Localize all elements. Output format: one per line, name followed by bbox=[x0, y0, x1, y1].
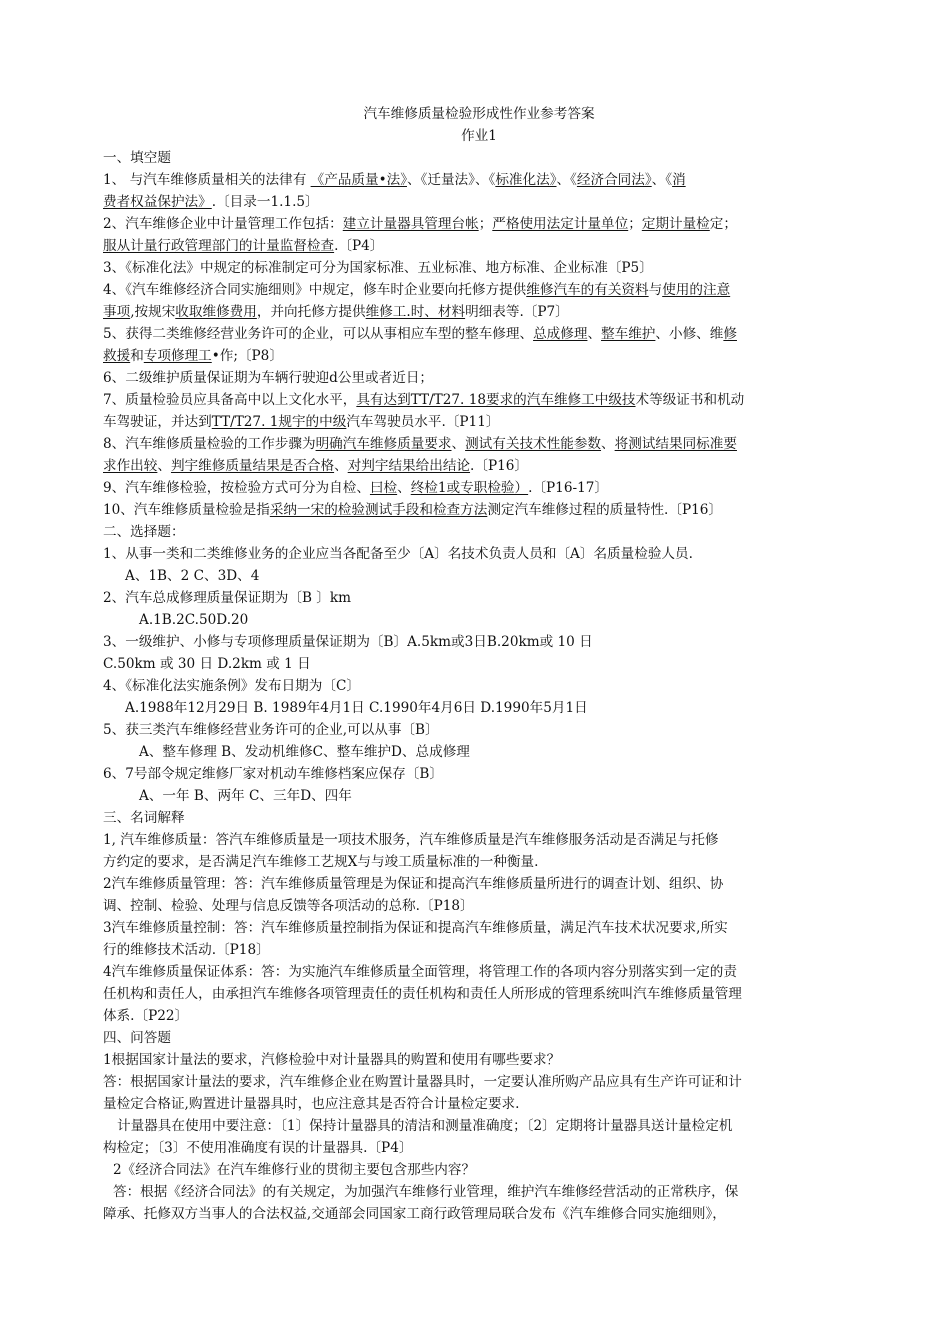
text-line bbox=[103, 873, 855, 895]
text-line bbox=[103, 235, 855, 257]
underlined-answer: 服从计量行政管理部门的计量监督检查 bbox=[103, 238, 335, 254]
text-segment: ； bbox=[478, 216, 493, 232]
text-segment: 测定汽车维修过程的质量特性.〔P16〕 bbox=[487, 502, 722, 518]
text-segment: 3汽车维修质量控制：答：汽车维修质量控制指为保证和提高汽车维修质量，满足汽车技术状况要求,所实 bbox=[103, 920, 728, 936]
text-line bbox=[103, 1093, 855, 1115]
text-line bbox=[103, 411, 855, 433]
text-line bbox=[103, 345, 855, 367]
text-segment: 答：根据《经济合同法》的有关规定，为加强汽车维修行业管理，维护汽车维修经营活动的正常秩序，保 bbox=[113, 1184, 739, 1200]
text-line bbox=[103, 829, 855, 851]
underlined-answer: 定期计量检 bbox=[641, 216, 710, 232]
text-line bbox=[103, 851, 855, 873]
text-line bbox=[103, 1137, 855, 1159]
text-line bbox=[103, 257, 855, 279]
text-segment: 1根据国家计量法的要求，汽修检验中对计量器具的购置和使用有哪些要求？ bbox=[103, 1052, 561, 1068]
underlined-answer: 终检1或专职检验） bbox=[410, 480, 529, 496]
text-segment: 和 bbox=[130, 348, 144, 364]
underlined-answer: 维修汽车的有关资料 bbox=[526, 282, 649, 298]
text-segment: A、整车修理 B、发动机维修C、整车维护D、总成修理 bbox=[139, 744, 470, 760]
text-line bbox=[103, 587, 855, 609]
text-segment: 明细表等.〔P7〕 bbox=[465, 304, 569, 320]
underlined-answer: 求作出较 bbox=[103, 458, 158, 474]
text-line bbox=[103, 565, 855, 587]
text-line bbox=[103, 675, 855, 697]
text-line bbox=[103, 741, 855, 763]
text-line bbox=[103, 169, 855, 191]
text-segment: 调、控制、检验、处理与信息反馈等各项活动的总称.〔P18〕 bbox=[103, 898, 474, 914]
text-segment: ，并向托修方提供 bbox=[256, 304, 366, 320]
text-segment: 2《经济合同法》在汽车维修行业的贯彻主要包含那些内容？ bbox=[113, 1162, 476, 1178]
text-segment: .〔P16-17〕 bbox=[528, 480, 608, 496]
text-line bbox=[103, 1181, 855, 1203]
text-segment: 汽车驾驶员水平.〔P11〕 bbox=[346, 414, 500, 430]
text-segment: 量检定合格证,购置进计量器具时，也应注意其是否符合计量检定要求. bbox=[103, 1096, 520, 1112]
text-segment: •作;〔P8〕 bbox=[211, 348, 283, 364]
underlined-answer: 《产品质量•法》 bbox=[310, 172, 407, 188]
text-line bbox=[103, 521, 855, 543]
text-segment: 3、一级维护、小修与专项修理质量保证期为〔B〕A.5km或3日B.20km或 10 日 bbox=[103, 634, 593, 650]
underlined-answer: 专项修理工 bbox=[143, 348, 212, 364]
text-line bbox=[103, 279, 855, 301]
underlined-answer: 采纳一宋的检验测试手段和检查方法 bbox=[269, 502, 488, 518]
underlined-answer: 收取维修费用 bbox=[175, 304, 257, 320]
text-segment: 方约定的要求，是否满足汽车维修工艺规X与与竣工质量标准的一种衡量. bbox=[103, 854, 539, 870]
text-segment: 5、获三类汽车维修经营业务许可的企业,可以从事〔B〕 bbox=[103, 722, 439, 738]
text-line bbox=[103, 433, 855, 455]
text-segment: 答：根据国家计量法的要求，汽车维修企业在购置计量器具时，一定要认准所购产品应具有生产许可证和计 bbox=[103, 1074, 742, 1090]
text-segment: 5、获得二类维修经营业务许可的企业，可以从事相应车型的整车修理、 bbox=[103, 326, 534, 342]
text-segment: ； bbox=[628, 216, 642, 232]
text-segment: A.1988年12月29日 B. 1989年4月1日 C.1990年4月6日 D.1990年5月1日 bbox=[125, 700, 588, 716]
underlined-answer: 判宇维修质量结果是否合格 bbox=[170, 458, 335, 474]
document-body bbox=[103, 147, 855, 1225]
text-segment: .〔P4〕 bbox=[334, 238, 384, 254]
text-segment: 障承、托修双方当事人的合法权益,交通部会同国家工商行政管理局联合发布《汽车维修合同实施细则》， bbox=[103, 1206, 726, 1222]
text-line bbox=[103, 191, 855, 213]
text-segment: 车驾驶证，并达到 bbox=[103, 414, 212, 430]
underlined-answer: 整车维护 bbox=[601, 326, 656, 342]
underlined-answer: TT/T27. 1规宇的中级 bbox=[211, 414, 347, 430]
underlined-answer: 事项 bbox=[103, 304, 131, 320]
underlined-answer: 严格使用法定计量单位 bbox=[492, 216, 629, 232]
text-line bbox=[103, 389, 855, 411]
text-line bbox=[103, 983, 855, 1005]
text-segment: 、《 bbox=[556, 172, 577, 188]
text-line bbox=[103, 785, 855, 807]
text-segment: 6、二级维护质量保证期为车辆行驶迎d公里或者近日； bbox=[103, 370, 434, 386]
text-line bbox=[103, 1071, 855, 1093]
text-segment: 一、填空题 bbox=[103, 150, 171, 166]
text-segment: 定； bbox=[709, 216, 737, 232]
text-line bbox=[103, 895, 855, 917]
text-segment: 、 bbox=[334, 458, 348, 474]
text-segment: C.50km 或 30 日 D.2km 或 1 日 bbox=[103, 656, 311, 672]
text-segment: 7、质量检验员应具备高中以上文化水平， bbox=[103, 392, 357, 408]
text-segment: 9、汽车维修检验，按检验方式可分为自检、 bbox=[103, 480, 370, 496]
text-segment: 2、汽车维修企业中计量管理工作包括： bbox=[103, 216, 343, 232]
text-line bbox=[103, 455, 855, 477]
underlined-answer: 救援 bbox=[103, 348, 131, 364]
text-line bbox=[103, 543, 855, 565]
text-segment: 、小修、维 bbox=[655, 326, 724, 342]
text-line bbox=[103, 631, 855, 653]
text-segment: 二、选择题： bbox=[103, 524, 185, 540]
text-line bbox=[103, 1027, 855, 1049]
text-segment: 4、《汽车维修经济合同实施细则》中规定，修车时企业要向托修方提供 bbox=[103, 282, 527, 298]
document-subtitle: 作业1 bbox=[461, 128, 497, 144]
text-line bbox=[103, 477, 855, 499]
text-line bbox=[103, 939, 855, 961]
document-title: 汽车维修质量检验形成性作业参考答案 bbox=[363, 106, 595, 122]
text-segment: 、 bbox=[157, 458, 171, 474]
text-line bbox=[103, 697, 855, 719]
text-segment: 、 bbox=[601, 436, 615, 452]
underlined-answer: 经济合同法》 bbox=[576, 172, 652, 188]
text-segment: 与 bbox=[648, 282, 663, 298]
text-segment: 4、《标准化法实施条例》发布日期为〔C〕 bbox=[103, 678, 360, 694]
text-segment: 体系.〔P22〕 bbox=[103, 1008, 189, 1024]
text-line bbox=[103, 807, 855, 829]
text-segment: 、 bbox=[397, 480, 411, 496]
text-line bbox=[103, 917, 855, 939]
underlined-answer: 维修工.时、材料 bbox=[365, 304, 466, 320]
text-segment: ,按规宋 bbox=[130, 304, 176, 320]
text-segment: 1、从事一类和二类维修业务的企业应当各配备至少〔A〕名技术负责人员和〔A〕名质量检验人员. bbox=[103, 546, 693, 562]
text-segment: 1, 汽车维修质量：答汽车维修质量是一项技术服务，汽车维修质量是汽车维修服务活动是否满足与托修 bbox=[103, 832, 719, 848]
text-segment: 10、汽车维修质量检验是指 bbox=[103, 502, 270, 518]
underlined-answer: 消 bbox=[672, 172, 686, 188]
text-segment: A、1B、2 C、3D、4 bbox=[125, 568, 260, 584]
text-line bbox=[103, 653, 855, 675]
underlined-answer: 对判宇结果给出结论 bbox=[347, 458, 471, 474]
underlined-answer: 将测试结果同标准要 bbox=[614, 436, 737, 452]
text-line bbox=[103, 609, 855, 631]
text-segment: 2、汽车总成修理质量保证期为〔B 〕km bbox=[103, 590, 351, 606]
text-line bbox=[103, 213, 855, 235]
text-line bbox=[103, 719, 855, 741]
text-segment: A、一年 B、两年 C、三年D、四年 bbox=[139, 788, 352, 804]
text-segment: 、《 bbox=[651, 172, 673, 188]
underlined-answer: 曰检 bbox=[369, 480, 398, 496]
text-line bbox=[103, 961, 855, 983]
text-segment: 术等级证书和机动 bbox=[635, 392, 745, 408]
text-segment: 、 bbox=[587, 326, 602, 342]
text-line bbox=[103, 1049, 855, 1071]
text-segment: .〔P16〕 bbox=[470, 458, 528, 474]
underlined-answer: 标准化法》 bbox=[495, 172, 557, 188]
text-segment: A.1B.2C.50D.20 bbox=[139, 612, 249, 628]
underlined-answer: 具有达到TT/T27. 18要求的汽车维修工中级技 bbox=[356, 392, 636, 408]
underlined-answer: 总成修理 bbox=[533, 326, 588, 342]
underlined-answer: 测试有关技术性能参数 bbox=[465, 436, 602, 452]
text-segment: 四、问答题 bbox=[103, 1030, 171, 1046]
underlined-answer: 修 bbox=[723, 326, 737, 342]
text-segment: .〔目录一1.1.5〕 bbox=[211, 194, 319, 210]
text-segment: 、 bbox=[451, 436, 466, 452]
text-segment: 4汽车维修质量保证体系：答：为实施汽车维修质量全面管理，将管理工作的各项内容分别落实到一定的责 bbox=[103, 964, 737, 980]
text-line bbox=[103, 1159, 855, 1181]
text-line bbox=[103, 1115, 855, 1137]
text-segment: 任机构和责任人，由承担汽车维修各项管理责任的责任机构和责任人所形成的管理系统叫汽车维修质量管理 bbox=[103, 986, 742, 1002]
text-segment: 1、 与汽车维修质量相关的法律有 bbox=[103, 172, 311, 188]
text-segment: 三、名词解释 bbox=[103, 810, 185, 826]
text-segment: 、《迁量法》、《 bbox=[406, 172, 496, 188]
text-line bbox=[103, 367, 855, 389]
text-segment: 计量器具在使用中要注意：〔1〕保持计量器具的清洁和测量准确度；〔2〕定期将计量器具送计量检定机 bbox=[117, 1118, 733, 1134]
text-segment: 6、7号部令规定维修厂家对机动车维修档案应保存〔B〕 bbox=[103, 766, 443, 782]
text-line bbox=[103, 1005, 855, 1027]
text-segment: 3、《标准化法》中规定的标准制定可分为国家标准、五业标准、地方标准、企业标准〔P5〕 bbox=[103, 260, 653, 276]
text-segment: 行的维修技术活动.〔P18〕 bbox=[103, 942, 270, 958]
text-line bbox=[103, 147, 855, 169]
text-line bbox=[103, 1203, 855, 1225]
text-segment: 8、汽车维修质量检验的工作步骤为 bbox=[103, 436, 316, 452]
underlined-answer: 费者权益保护法》 bbox=[103, 194, 212, 210]
document-page bbox=[103, 103, 855, 1225]
text-segment: 构检定；〔3〕不使用准确度有误的计量器具.〔P4〕 bbox=[103, 1140, 413, 1156]
text-line bbox=[103, 323, 855, 345]
text-line bbox=[103, 301, 855, 323]
text-line bbox=[103, 763, 855, 785]
underlined-answer: 建立计量器具管理台帐 bbox=[342, 216, 479, 232]
text-segment: 2汽车维修质量管理：答：汽车维修质量管理是为保证和提高汽车维修质量所进行的调查计划、组织、协 bbox=[103, 876, 724, 892]
text-line bbox=[103, 499, 855, 521]
underlined-answer: 明确汽车维修质量要求 bbox=[315, 436, 452, 452]
underlined-answer: 使用的注意 bbox=[662, 282, 731, 298]
